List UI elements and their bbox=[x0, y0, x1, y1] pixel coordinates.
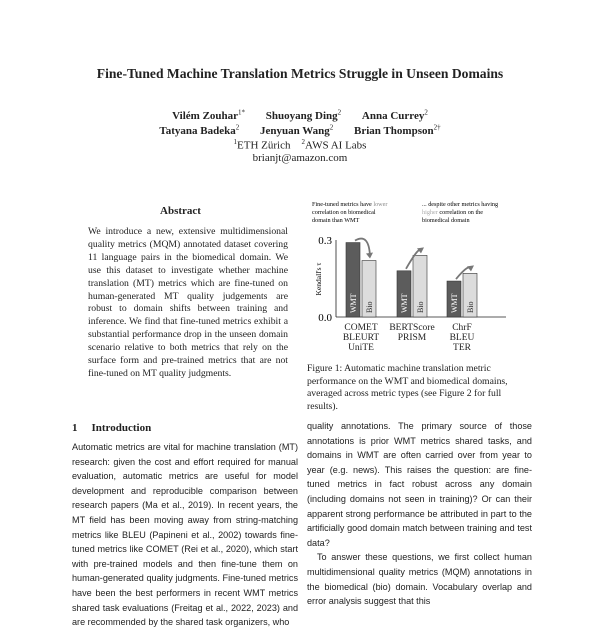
y-tick-label: 0.0 bbox=[318, 312, 332, 324]
x-tick-label: BLEURT bbox=[342, 333, 380, 343]
arrow-head bbox=[366, 253, 373, 259]
section-heading: 1 Introduction bbox=[72, 422, 152, 434]
intro-left-column: Automatic metrics are vital for machine translation (MT) research: given the cost and effort required for manual evaluation, automatic metrics are useful for model development and reproducible comparison between research papers (Ma et al., 2019). In recent years, the MT field has been moving away from string-matching metrics like BLEU (Papineni et al., 2002) towards fine-tuned metrics like COMET (Rei et al., 2020), which start with pre-trained models and then fine-tune them on human-generated quality judgments. Fine-tuned metrics have been the best performers in recent WMT metrics shared task evaluations (Freitag et al., 2022, 2023) and are recommended by the shared task organizers, who bbox=[72, 442, 298, 628]
x-tick-label: COMET bbox=[344, 323, 378, 333]
annotation-right-line: biomedical domain bbox=[422, 217, 470, 224]
author-line-1 bbox=[0, 108, 600, 122]
abstract-heading: Abstract bbox=[160, 205, 201, 217]
x-tick-label: BERTScore bbox=[389, 323, 435, 333]
bars-group bbox=[346, 243, 477, 317]
bar-chart bbox=[306, 197, 534, 359]
annotation-right-line: ... despite other metrics having bbox=[422, 201, 499, 208]
bar-label: WMT bbox=[349, 293, 358, 313]
x-tick-label: UniTE bbox=[348, 343, 374, 353]
x-tick-label: ChrF bbox=[452, 323, 472, 333]
bar-label: WMT bbox=[450, 293, 459, 313]
annotation-left-line: correlation on biomedical bbox=[312, 209, 376, 216]
author: Tatyana Badeka$^2$ bbox=[159, 123, 240, 137]
annotation-right-line: higher correlation on the bbox=[422, 209, 483, 216]
bar-label: Bio bbox=[466, 301, 475, 313]
bar-label: Bio bbox=[365, 301, 374, 313]
email: brianjt@amazon.com bbox=[252, 152, 348, 164]
x-tick-label: BLEU bbox=[449, 333, 475, 343]
figure-caption: Figure 1: Automatic machine translation metric performance on the WMT and biomedical domains, averaged across metric types (see Figure 2 for full results). bbox=[307, 363, 508, 412]
affiliations: $^1$ETH Zürich $^2$AWS AI Labs bbox=[233, 138, 367, 152]
annotation-left-line: domain than WMT bbox=[312, 217, 360, 224]
bar-label: WMT bbox=[400, 293, 409, 313]
y-axis-label: Kendall's τ bbox=[314, 262, 323, 296]
paragraph: To answer these questions, we first collect human multidimensional quality metrics (MQM) annotations in the biomedical (bio) domain. Vocabulary overlap and error analysis suggest that this bbox=[307, 552, 532, 607]
bar-label: Bio bbox=[416, 301, 425, 313]
author: Vilém Zouhar$^{1*}$ bbox=[172, 108, 246, 122]
paper-title: Fine-Tuned Machine Translation Metrics Struggle in Unseen Domains bbox=[96, 66, 504, 81]
author-line-2 bbox=[0, 123, 600, 137]
annotation-left-line: Fine-tuned metrics have lower bbox=[312, 201, 388, 208]
author: Anna Currey$^2$ bbox=[361, 108, 428, 122]
paragraph: quality annotations. The primary source of those annotations is prior WMT metrics shared tasks, and domains in WMT are often carried over from year to year (e.g. news). This raises the question: are fine-tuned metrics in fact robust across any domain (including domains not seen in training)? Or can their apparent strong performance be attributed in part to the artificially good domain match between training and test data? bbox=[307, 421, 532, 548]
y-tick-label: 0.3 bbox=[318, 235, 332, 247]
figure-1 bbox=[306, 197, 534, 359]
author: Jenyuan Wang$^2$ bbox=[259, 123, 334, 137]
abstract-text: We introduce a new, extensive multidimensional quality metrics (MQM) annotated dataset covering 11 language pairs in the biomedical domain. We use this dataset to investigate whether machine translation (MT) metrics which are fine-tuned on human-generated MT quality judgements are robust to domain shifts between training and inference. We find that fine-tuned metrics exhibit a substantial performance drop in the unseen domain scenario relative to both metrics that rely on the surface form and pre-trained metrics that are not fine-tuned on MT quality judgments. bbox=[88, 226, 288, 379]
x-tick-label: TER bbox=[453, 343, 471, 353]
x-tick-label: PRISM bbox=[397, 333, 427, 343]
author: Brian Thompson$^{2\dagger}$ bbox=[354, 123, 441, 137]
intro-right-column bbox=[307, 419, 532, 609]
x-labels-group bbox=[343, 323, 475, 353]
author: Shuoyang Ding$^2$ bbox=[265, 108, 342, 122]
